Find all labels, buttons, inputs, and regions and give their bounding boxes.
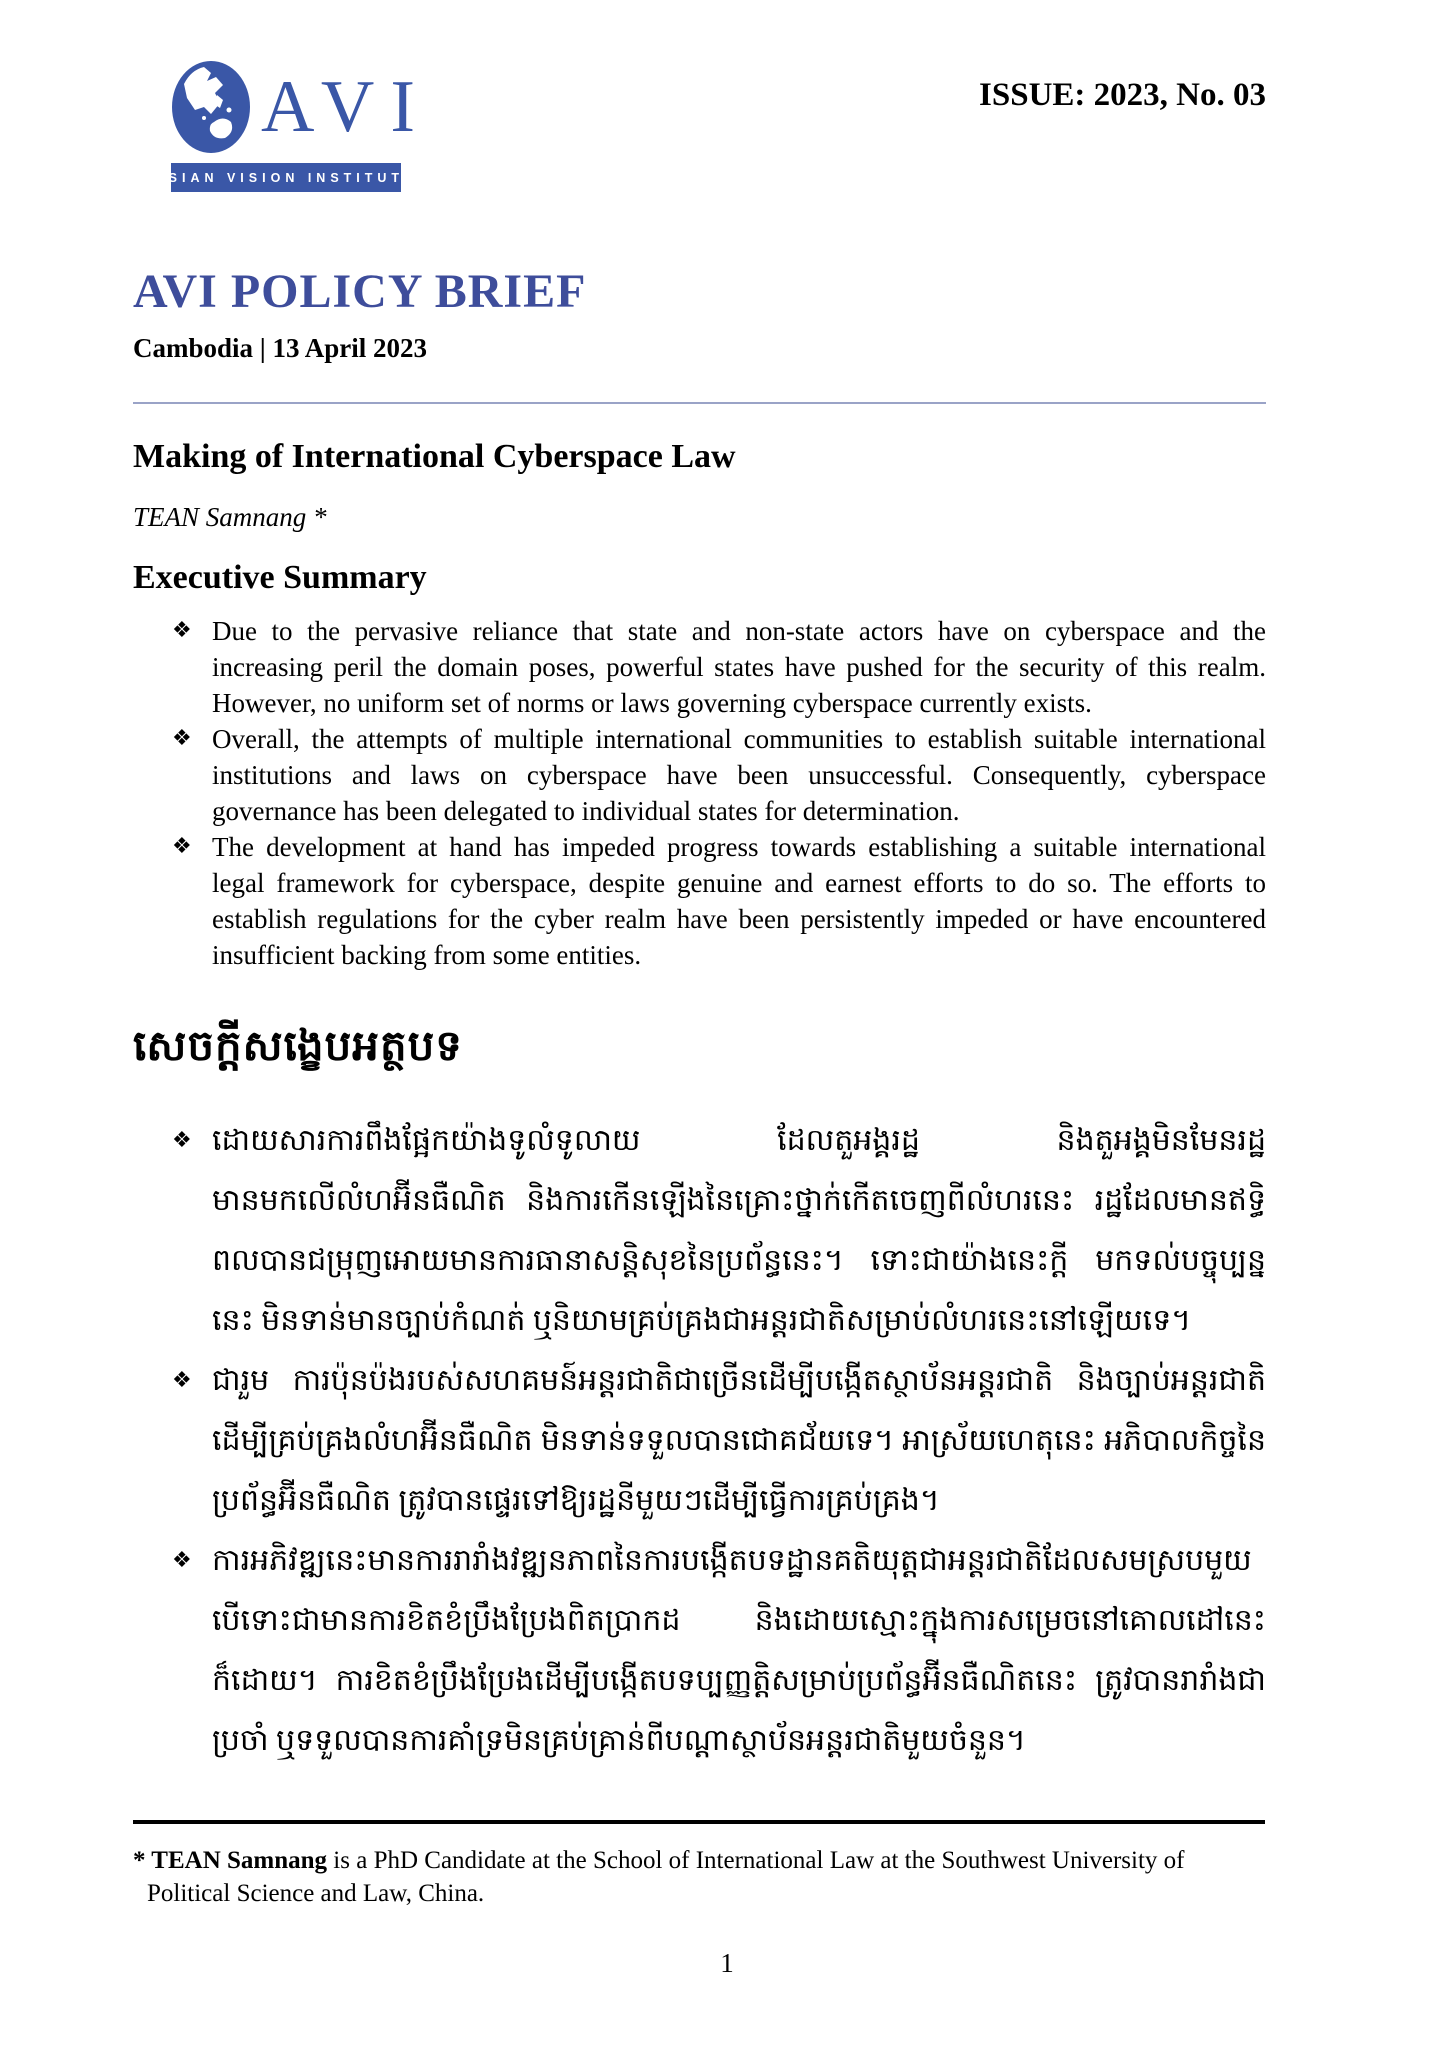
diamond-bullet-icon: ❖ [172, 834, 192, 859]
issue-number: ISSUE: 2023, No. 03 [979, 77, 1266, 113]
khmer-summary-heading: សេចក្តីសង្ខេបអត្ថបទ [133, 1024, 463, 1070]
diamond-bullet-icon: ❖ [172, 1128, 192, 1153]
diamond-bullet-icon: ❖ [172, 1368, 192, 1393]
list-item [133, 1111, 1266, 1351]
article-title: Making of International Cyberspace Law [133, 438, 736, 475]
diamond-bullet-icon: ❖ [172, 1548, 192, 1573]
bullet-text: ជារួម ការប៉ុនប៉ងរបស់សហគមន៍អន្តរជាតិជាច្រើនដើម្បីបង្កើតស្ថាប័នអន្តរជាតិ និងច្បាប់អន្តរជាតិដើម្បីគ្រប់គ្រងលំហអ៊ីនធឺណិត មិនទាន់ទទួលបានជោគជ័យទេ។ អាស្រ័យហេតុនេះ អភិបាលកិច្ចនៃប្រព័ន្ធអ៊ីនធឺណិត ត្រូវបានផ្ទេរទៅឱ្យរដ្ឋនីមួយៗដើម្បីធ្វើការគ្រប់គ្រង។ [212, 1364, 1266, 1517]
author-byline: TEAN Samnang * [133, 502, 327, 532]
footnote-line1 [133, 1844, 1265, 1877]
bullet-text: Overall, the attempts of multiple international communities to establish suitable international institutions and laws on cyberspace have been unsuccessful. Consequently, cyberspace governance has been delegated to individual states for determination. [212, 724, 1266, 826]
page-number: 1 [720, 1948, 734, 1978]
bullet-text: The development at hand has impeded progress towards establishing a suitable international legal framework for cyberspace, despite genuine and earnest efforts to do so. The efforts to establish regulations for the cyber realm have been persistently impeded or have encountered insufficient backing from some entities. [212, 832, 1266, 970]
diamond-bullet-icon: ❖ [172, 618, 192, 643]
globe-icon [171, 60, 251, 154]
list-item [133, 829, 1266, 973]
bullet-text: ការអភិវឌ្ឍនេះមានការរារាំងវឌ្ឍនភាពនៃការបង្កើតបទដ្ឋានគតិយុត្តជាអន្តរជាតិដែលសមស្របមួយ បើទោះជាមានការខិតខំប្រឹងប្រែងពិតប្រាកដ និងដោយស្មោះក្នុងការសម្រេចនៅគោលដៅនេះក៏ដោយ។ ការខិតខំប្រឹងប្រែងដើម្បីបង្កើតបទប្បញ្ញត្តិសម្រាប់ប្រព័ន្ធអ៊ីនធឺណិតនេះ ត្រូវបានរារាំងជាប្រចាំ ឬទទួលបានការគាំទ្រមិនគ្រប់គ្រាន់ពីបណ្តាស្ថាប័នអន្តរជាតិមួយចំនួន។ [212, 1544, 1266, 1757]
page-header [133, 55, 1266, 192]
footnote-author-name: * TEAN Samnang [133, 1847, 328, 1874]
diamond-bullet-icon: ❖ [172, 726, 192, 751]
list-item [133, 721, 1266, 829]
header-divider [133, 402, 1266, 404]
bullet-text: Due to the pervasive reliance that state and non-state actors have on cyberspace and the increasing peril the domain poses, powerful states have pushed for the security of this realm. However, no uniform set of norms or laws governing cyberspace currently exists. [212, 616, 1266, 718]
list-item [133, 1531, 1266, 1771]
logo-acronym: AVI [261, 66, 431, 148]
list-item [133, 1351, 1266, 1531]
khmer-bullet-list [133, 1111, 1266, 1771]
logo-top-row [171, 55, 431, 159]
footnote-text: is a PhD Candidate at the School of International Law at the Southwest University of [327, 1847, 1185, 1874]
executive-summary-heading: Executive Summary [133, 559, 427, 596]
list-item [133, 613, 1266, 721]
english-bullet-list [133, 613, 1266, 973]
dateline: Cambodia | 13 April 2023 [133, 333, 427, 363]
brief-title: AVI POLICY BRIEF [133, 265, 587, 318]
logo-banner [154, 163, 418, 192]
footnote-line2: Political Science and Law, China. [147, 1880, 485, 1907]
footnote [133, 1820, 1265, 1910]
logo-subtitle: ASIAN VISION INSTITUTE [154, 170, 418, 185]
bullet-text: ដោយសារការពឹងផ្អែកយ៉ាងទូលំទូលាយ ដែលតួអង្គរដ្ឋ និងតួអង្គមិនមែនរដ្ឋមានមកលើលំហអ៊ីនធឺណិត និងការកើនឡើងនៃគ្រោះថ្នាក់កើតចេញពីលំហរនេះ រដ្ឋដែលមានឥទ្ធិពលបានជម្រុញអោយមានការធានាសន្តិសុខនៃប្រព័ន្ធនេះ។ ទោះជាយ៉ាងនេះក្តី មកទល់បច្ចុប្បន្ននេះ មិនទាន់មានច្បាប់កំណត់ ឬនិយាមគ្រប់គ្រងជាអន្តរជាតិសម្រាប់លំហរនេះនៅឡើយទេ។ [212, 1124, 1266, 1337]
avi-logo [154, 55, 431, 192]
